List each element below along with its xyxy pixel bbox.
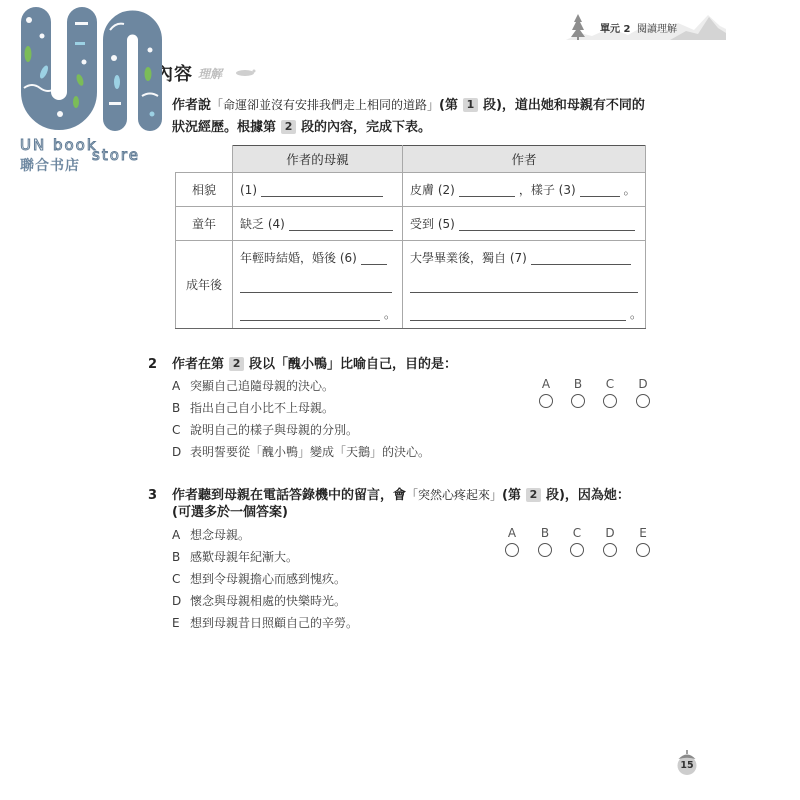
q3-quote: 「突然心疼起來」 [406, 488, 503, 502]
cell-text: 皮膚 (2) [410, 183, 455, 197]
q3-note: (可選多於一個答案) [172, 505, 288, 520]
header-author: 作者 [403, 146, 646, 173]
answer-bubble[interactable] [571, 394, 585, 408]
cell-text: 。 [623, 183, 636, 197]
q1-text: 段)，道出她和母親有不同的 [482, 98, 645, 113]
q2-text: 作者在第 [172, 357, 225, 372]
choice-letter: E [639, 526, 647, 540]
q3-option-b [172, 549, 298, 565]
answer-bubble[interactable] [636, 543, 650, 557]
cell-author-childhood [403, 207, 646, 241]
answer-blank-5[interactable] [459, 218, 635, 231]
table-row [176, 241, 646, 329]
option-text: 想念母親。 [190, 528, 251, 542]
choice-letter: B [573, 377, 583, 391]
cell-text: 。 [384, 307, 397, 321]
option-letter: E [172, 616, 180, 630]
choice-letter: A [507, 526, 517, 540]
cell-text: (1) [240, 182, 257, 197]
paragraph-number-badge: 1 [463, 98, 478, 112]
answer-bubble[interactable] [603, 543, 617, 557]
section-label: 閱讀理解 [637, 24, 677, 35]
row-label-appearance: 相貌 [176, 173, 233, 207]
option-letter: B [172, 401, 181, 415]
option-letter: D [172, 445, 182, 459]
q1-text: (第 [439, 98, 458, 113]
q3-choice-d[interactable] [603, 525, 617, 559]
q1-text: 狀況經歷。根據第 [172, 120, 277, 135]
answer-bubble[interactable] [570, 543, 584, 557]
option-text: 感歎母親年紀漸大。 [190, 550, 299, 564]
cell-text: 受到 (5) [410, 217, 455, 231]
option-letter: A [172, 528, 181, 542]
q3-text: 段)，因為她： [545, 488, 630, 503]
unit-label: 單元 2 [600, 24, 631, 35]
table-header-row [176, 146, 646, 173]
q2-choice-a[interactable] [539, 376, 553, 410]
answer-bubble[interactable] [505, 543, 519, 557]
table-corner-cell [176, 146, 233, 173]
answer-blank-7[interactable] [531, 252, 631, 265]
table-row [176, 173, 646, 207]
q3-option-c [172, 571, 346, 587]
option-text: 指出自己自小比不上母親。 [190, 401, 335, 415]
cell-text: 。 [630, 307, 643, 321]
q1-text: 作者說 [172, 98, 212, 113]
cell-text: 缺乏 (4) [240, 217, 285, 231]
q3-text: (第 [502, 488, 521, 503]
header-mother: 作者的母親 [233, 146, 403, 173]
choice-letter: D [638, 377, 648, 391]
q2-text: 段以「醜小鴨」比喻自己，目的是： [249, 357, 458, 372]
cell-author-appearance [403, 173, 646, 207]
q3-option-e [172, 615, 358, 631]
row-label-adulthood: 成年後 [176, 241, 233, 329]
q3-text: 作者聽到母親在電話答錄機中的留言，會 [172, 488, 407, 503]
page-number: 15 [680, 760, 694, 771]
choice-letter: A [541, 377, 551, 391]
paragraph-number-badge: 2 [526, 488, 541, 502]
choice-letter: C [605, 377, 615, 391]
q1-prompt-line-2 [172, 120, 431, 136]
cell-mother-childhood [233, 207, 403, 241]
logo-text-un-book: UN book [20, 136, 98, 154]
bookstore-logo [14, 2, 164, 174]
option-letter: A [172, 379, 181, 393]
cell-mother-appearance [233, 173, 403, 207]
q1-text: 段的內容，完成下表。 [301, 120, 432, 135]
answer-bubble[interactable] [539, 394, 553, 408]
logo-text-store: store [92, 146, 140, 164]
q2-option-a [172, 378, 334, 394]
q3-option-d [172, 593, 346, 609]
option-letter: B [172, 550, 181, 564]
answer-blank-4[interactable] [289, 218, 393, 231]
q2-option-c [172, 422, 358, 438]
section-heading [155, 60, 265, 84]
brush-stroke-icon [235, 68, 257, 78]
heading-tag: 理解 [198, 67, 223, 81]
q3-choice-b[interactable] [538, 525, 552, 559]
answer-bubble[interactable] [538, 543, 552, 557]
answer-blank-7-line-2[interactable] [410, 280, 638, 293]
option-text: 懷念與母親相處的快樂時光。 [190, 594, 347, 608]
q2-choice-c[interactable] [603, 376, 617, 410]
logo-graphic-icon [14, 2, 164, 136]
unit-header [566, 6, 726, 40]
q3-prompt [148, 487, 630, 503]
q2-option-b [172, 400, 334, 416]
paragraph-number-badge: 2 [229, 357, 244, 371]
q3-choice-e[interactable] [636, 525, 650, 559]
cell-text: 年輕時結婚，婚後 (6) [240, 251, 357, 265]
comparison-table [175, 145, 646, 329]
choice-letter: D [605, 526, 615, 540]
option-text: 說明自己的樣子與母親的分別。 [190, 423, 359, 437]
row-label-childhood: 童年 [176, 207, 233, 241]
option-text: 突顯自己追隨母親的決心。 [190, 379, 335, 393]
option-letter: C [172, 423, 181, 437]
q2-choice-b[interactable] [571, 376, 585, 410]
q1-quote: 「命運卻並沒有安排我們走上相同的道路」 [211, 98, 440, 112]
option-text: 想到令母親擔心而感到愧疚。 [190, 572, 347, 586]
option-letter: D [172, 594, 182, 608]
q3-option-a [172, 527, 250, 543]
option-text: 想到母親昔日照顧自己的辛勞。 [190, 616, 359, 630]
cell-text: 大學畢業後，獨自 (7) [410, 251, 527, 265]
answer-blank-6-line-3[interactable] [240, 308, 380, 321]
q1-prompt-line-1 [172, 97, 645, 113]
q2-choice-d[interactable] [636, 376, 650, 410]
question-number: 2 [148, 357, 158, 372]
q2-prompt [148, 357, 457, 373]
answer-blank-7-line-3[interactable] [410, 308, 626, 321]
q3-choice-c[interactable] [570, 525, 584, 559]
answer-bubble[interactable] [636, 394, 650, 408]
answer-bubble[interactable] [603, 394, 617, 408]
page-number-badge [676, 750, 698, 776]
choice-letter: B [540, 526, 550, 540]
q3-choice-a[interactable] [505, 525, 519, 559]
cell-author-adulthood [403, 241, 646, 329]
heading-title: 內容 [155, 64, 193, 85]
answer-blank-2[interactable] [459, 184, 515, 197]
question-number: 3 [148, 488, 158, 503]
cell-mother-adulthood [233, 241, 403, 329]
paragraph-number-badge: 2 [281, 120, 296, 134]
q2-option-d [172, 444, 430, 460]
option-text: 表明誓要從「醜小鴨」變成「天鵝」的決心。 [190, 445, 431, 459]
choice-letter: C [572, 526, 582, 540]
answer-blank-1[interactable] [261, 184, 383, 197]
cell-text: ，樣子 (3) [518, 183, 576, 197]
answer-blank-6-line-2[interactable] [240, 280, 392, 293]
option-letter: C [172, 572, 181, 586]
answer-blank-6[interactable] [361, 252, 387, 265]
table-row [176, 207, 646, 241]
logo-text-chinese: 聯合书店 [20, 158, 80, 174]
answer-blank-3[interactable] [580, 184, 620, 197]
